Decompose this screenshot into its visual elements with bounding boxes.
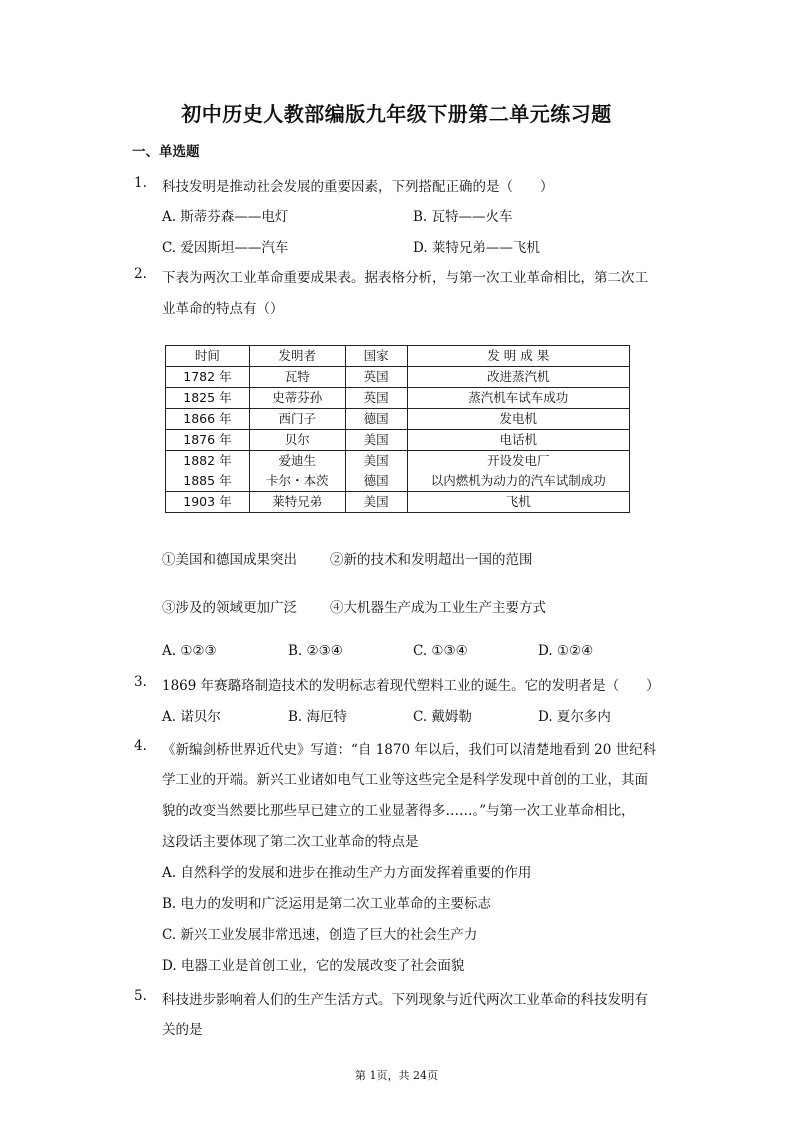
q5-stem-line2: 关的是 bbox=[162, 1022, 203, 1038]
q2-statement-3: ③涉及的领域更加广泛 bbox=[162, 600, 297, 616]
cell-result: 蒸汽机车试车成功 bbox=[407, 388, 629, 409]
cell-time-2: 1885 年 bbox=[183, 473, 232, 488]
cell-country-2: 德国 bbox=[363, 473, 389, 488]
table-row bbox=[166, 388, 630, 409]
page-title: 初中历史人教部编版九年级下册第二单元练习题 bbox=[181, 102, 612, 126]
q2-option-c: C. ①③④ bbox=[413, 643, 468, 659]
section-heading: 一、单选题 bbox=[132, 144, 200, 160]
cell-inventor: 史蒂芬孙 bbox=[249, 388, 345, 409]
cell-result: 电话机 bbox=[407, 430, 629, 451]
cell-inventor: 贝尔 bbox=[249, 430, 345, 451]
q2-option-d: D. ①②④ bbox=[538, 643, 594, 659]
q4-stem-line2: 学工业的开端。新兴工业诸如电气工业等这些完全是科学发现中首创的工业，其面 bbox=[162, 772, 648, 788]
q4-stem-line3: 貌的改变当然要比那些早已建立的工业显著得多……。”与第一次工业革命相比， bbox=[162, 803, 635, 819]
q4-stem-line1: 《新编剑桥世界近代史》写道：“自 1870 年以后，我们可以清楚地看到 20 世纪科 bbox=[162, 742, 657, 758]
q1-number: 1. bbox=[134, 175, 147, 191]
q4-stem-line4: 这段话主要体现了第二次工业革命的特点是 bbox=[162, 834, 419, 850]
q4-option-b: B. 电力的发明和广泛运用是第二次工业革命的主要标志 bbox=[162, 896, 492, 912]
page-footer: 第 1页，共 24页 bbox=[355, 1069, 438, 1082]
cell-result bbox=[407, 451, 629, 492]
cell-country: 美国 bbox=[345, 492, 407, 513]
q3-option-c: C. 戴姆勒 bbox=[413, 709, 472, 725]
q2-number: 2. bbox=[134, 266, 147, 282]
q2-stem-line1: 下表为两次工业革命重要成果表。据表格分析，与第一次工业革命相比，第二次工 bbox=[162, 270, 648, 286]
cell-result: 发电机 bbox=[407, 409, 629, 430]
q3-number: 3. bbox=[134, 674, 147, 690]
q2-statement-2: ②新的技术和发明超出一国的范围 bbox=[330, 552, 533, 568]
cell-result: 飞机 bbox=[407, 492, 629, 513]
table-row bbox=[166, 367, 630, 388]
table-row bbox=[166, 430, 630, 451]
cell-time: 1876 年 bbox=[166, 430, 250, 451]
q3-option-a: A. 诺贝尔 bbox=[162, 709, 221, 725]
cell-result: 改进蒸汽机 bbox=[407, 367, 629, 388]
q1-option-a: A. 斯蒂芬森——电灯 bbox=[162, 209, 289, 225]
table-row bbox=[166, 409, 630, 430]
cell-time: 1903 年 bbox=[166, 492, 250, 513]
cell-time: 1825 年 bbox=[166, 388, 250, 409]
cell-inventor-2: 卡尔・本茨 bbox=[266, 473, 329, 488]
header-result: 发 明 成 果 bbox=[407, 346, 629, 367]
cell-inventor-1: 爱迪生 bbox=[278, 453, 317, 468]
header-time: 时间 bbox=[166, 346, 250, 367]
cell-time-1: 1882 年 bbox=[183, 453, 232, 468]
q2-statement-1: ①美国和德国成果突出 bbox=[162, 552, 297, 568]
cell-result-2: 以内燃机为动力的汽车试制成功 bbox=[430, 473, 606, 488]
q3-option-b: B. 海厄特 bbox=[288, 709, 348, 725]
cell-time: 1866 年 bbox=[166, 409, 250, 430]
q4-option-c: C. 新兴工业发展非常迅速，创造了巨大的社会生产力 bbox=[162, 927, 478, 943]
q5-number: 5. bbox=[134, 988, 147, 1004]
q4-number: 4. bbox=[134, 738, 147, 754]
cell-inventor: 莱特兄弟 bbox=[249, 492, 345, 513]
q3-stem: 1869 年赛璐珞制造技术的发明标志着现代塑料工业的诞生。它的发明者是（ ） bbox=[162, 678, 660, 694]
cell-country bbox=[345, 451, 407, 492]
cell-time: 1782 年 bbox=[166, 367, 250, 388]
table-row bbox=[166, 492, 630, 513]
cell-country: 德国 bbox=[345, 409, 407, 430]
q5-stem-line1: 科技进步影响着人们的生产生活方式。下列现象与近代两次工业革命的科技发明有 bbox=[162, 992, 648, 1008]
cell-country: 英国 bbox=[345, 367, 407, 388]
q4-option-d: D. 电器工业是首创工业，它的发展改变了社会面貌 bbox=[162, 958, 465, 974]
q2-option-a: A. ①②③ bbox=[162, 643, 217, 659]
cell-result-1: 开设发电厂 bbox=[487, 453, 550, 468]
header-inventor: 发明者 bbox=[249, 346, 345, 367]
cell-inventor: 西门子 bbox=[249, 409, 345, 430]
inventions-table bbox=[165, 345, 630, 513]
cell-time bbox=[166, 451, 250, 492]
q1-option-c: C. 爱因斯坦——汽车 bbox=[162, 240, 289, 256]
cell-country: 美国 bbox=[345, 430, 407, 451]
table-row bbox=[166, 451, 630, 492]
q2-stem-line2: 业革命的特点有（） bbox=[162, 301, 284, 317]
header-country: 国家 bbox=[345, 346, 407, 367]
q1-stem: 科技发明是推动社会发展的重要因素，下列搭配正确的是（ ） bbox=[162, 179, 554, 195]
q2-option-b: B. ②③④ bbox=[288, 643, 343, 659]
q3-option-d: D. 夏尔多内 bbox=[538, 709, 611, 725]
q4-option-a: A. 自然科学的发展和进步在推动生产力方面发挥着重要的作用 bbox=[162, 865, 532, 881]
q1-option-b: B. 瓦特——火车 bbox=[413, 209, 513, 225]
cell-inventor: 瓦特 bbox=[249, 367, 345, 388]
cell-country-1: 美国 bbox=[363, 453, 389, 468]
table-header-row bbox=[166, 346, 630, 367]
cell-inventor bbox=[249, 451, 345, 492]
cell-country: 英国 bbox=[345, 388, 407, 409]
q1-option-d: D. 莱特兄弟——飞机 bbox=[413, 240, 540, 256]
q2-statement-4: ④大机器生产成为工业生产主要方式 bbox=[330, 600, 546, 616]
